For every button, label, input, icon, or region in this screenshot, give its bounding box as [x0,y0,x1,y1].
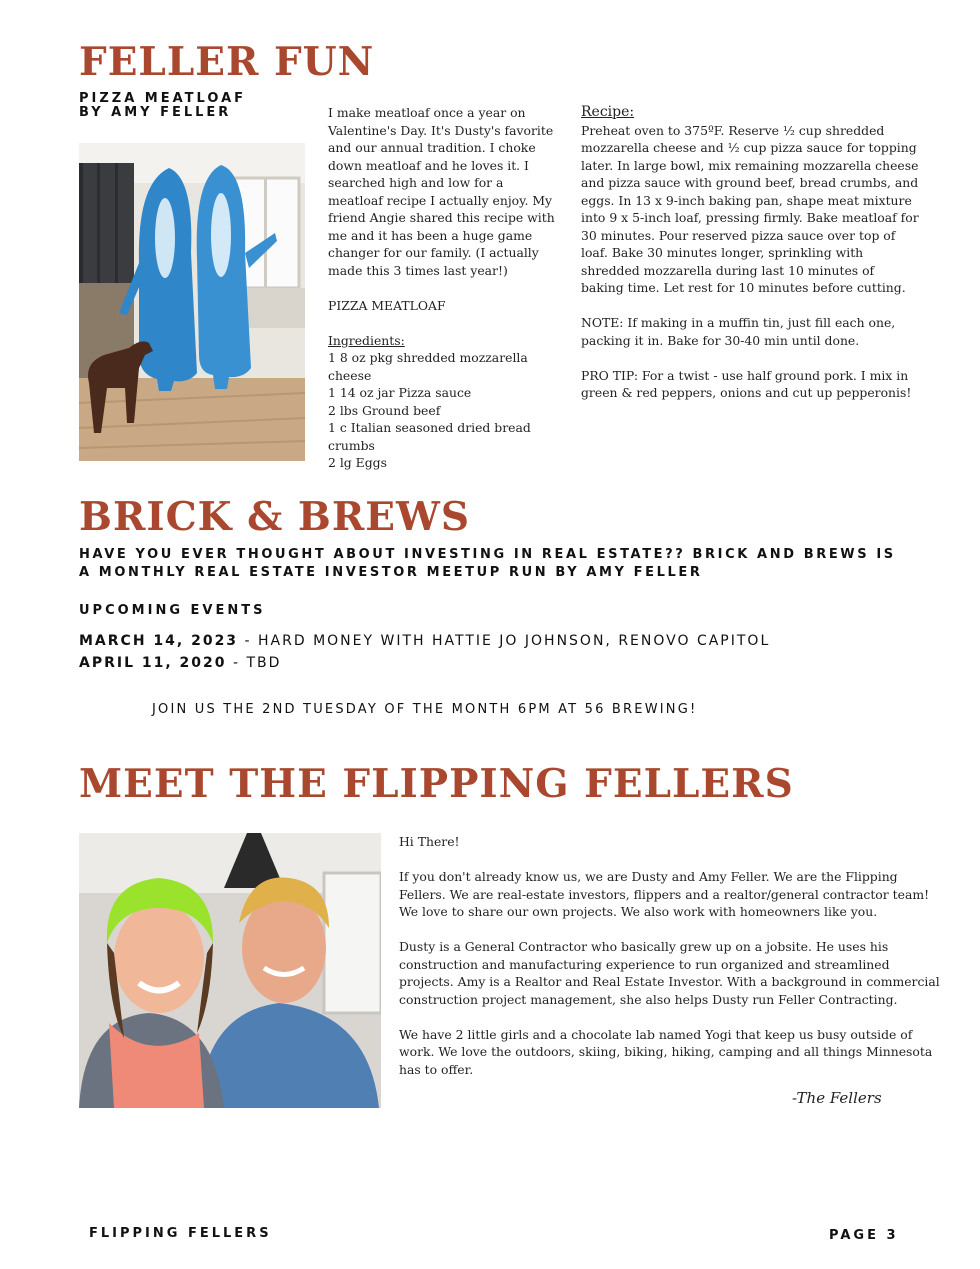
signature: -The Fellers [792,1089,882,1107]
couple-selfie-photo [79,833,381,1108]
meet-fellers-text [399,833,947,1078]
event-description: - HARD MONEY WITH HATTIE JO JOHNSON, RENOVO CAPITOL [238,633,771,649]
about-paragraph-3: We have 2 little girls and a chocolate lab named Yogi that keep us busy outside of work. We love the outdoors, skiing, biking, hiking, camping and all things Minnesota has to offer. [399,1026,933,1077]
join-us-line: JOIN US THE 2ND TUESDAY OF THE MONTH 6PM AT 56 BREWING! [152,702,698,717]
ingredients-list [328,349,558,472]
recipe-column [581,104,919,402]
event-row [79,633,770,649]
upcoming-events-heading: UPCOMING EVENTS [79,603,266,618]
page-number: PAGE 3 [829,1228,899,1243]
meet-fellers-title: MEET THE FLIPPING FELLERS [79,761,794,807]
recipe-pro-tip: PRO TIP: For a twist - use half ground pork. I mix in green & red peppers, onions and cut up pepperonis! [581,367,912,400]
about-paragraph-1: If you don't already know us, we are Dusty and Amy Feller. We are the Flipping Fellers. We are real-estate investors, flippers and a realtor/general contractor team! We love to share our own projects. We also work with homeowners like you. [399,869,930,919]
event-date: MARCH 14, 2023 [79,633,239,649]
shark-costume-photo [79,143,305,461]
event-date: APRIL 11, 2020 [79,655,227,671]
ingredients-heading: Ingredients: [328,332,405,348]
subtitle-line-2: BY AMY FELLER [79,105,232,120]
intro-line-1: HAVE YOU EVER THOUGHT ABOUT INVESTING IN REAL ESTATE?? BRICK AND BREWS IS [79,547,896,562]
footer-brand: FLIPPING FELLERS [89,1226,272,1241]
recipe-note: NOTE: If making in a muffin tin, just fill each one, packing it in. Bake for 30-40 min until done. [581,315,896,348]
brick-brews-title: BRICK & BREWS [79,494,470,540]
greeting: Hi There! [399,834,460,849]
recipe-name: PIZZA MEATLOAF [328,297,446,313]
subtitle-line-1: PIZZA MEATLOAF [79,91,247,106]
feller-fun-title: FELLER FUN [79,39,375,85]
brick-brews-intro [79,546,896,582]
recipe-subtitle [79,92,246,120]
ingredient-item: 1 14 oz jar Pizza sauce [328,385,472,400]
ingredient-item: 1 c Italian seasoned dried bread crumbs [328,420,531,453]
recipe-intro: I make meatloaf once a year on Valentine's Day. It's Dusty's favorite and our annual tradition. I choke down meatloaf and he loves it. I searched high and low for a meatloaf recipe I actually enjoy. My friend Angie shared this recipe with me and it has been a huge game changer for our family. (I actually made this 3 times last year!) [328,105,555,278]
ingredient-item: 2 lbs Ground beef [328,402,441,418]
recipe-instructions: Preheat oven to 375ºF. Reserve ½ cup shredded mozzarella cheese and ½ cup pizza sauce for topping later. In large bowl, mix remaining mozzarella cheese and pizza sauce with ground beef, bread crumbs, and eggs. In 13 x 9-inch baking pan, shape meat mixture into 9 x 5-inch loaf, pressing firmly. Bake meatloaf for 30 minutes. Pour reserved pizza sauce over top of loaf. Bake 30 minutes longer, sprinkling with shredded mozzarella during last 10 minutes of baking time. Let rest for 10 minutes before cutting. [581,122,919,295]
about-paragraph-2: Dusty is a General Contractor who basically grew up on a jobsite. He uses his construction and manufacturing experience to run organized and streamlined projects. Amy is a Realtor and Real Estate Investor. With a background in commercial construction project management, she also helps Dusty run Feller Contracting. [399,939,940,1007]
ingredient-item: 1 8 oz pkg shredded mozzarella cheese [328,350,528,383]
intro-line-2: A MONTHLY REAL ESTATE INVESTOR MEETUP RUN BY AMY FELLER [79,565,703,580]
recipe-intro-column [328,104,558,472]
recipe-heading: Recipe: [581,104,635,120]
event-row [79,655,281,671]
ingredient-item: 2 lg Eggs [328,455,387,470]
event-description: - TBD [226,655,282,671]
